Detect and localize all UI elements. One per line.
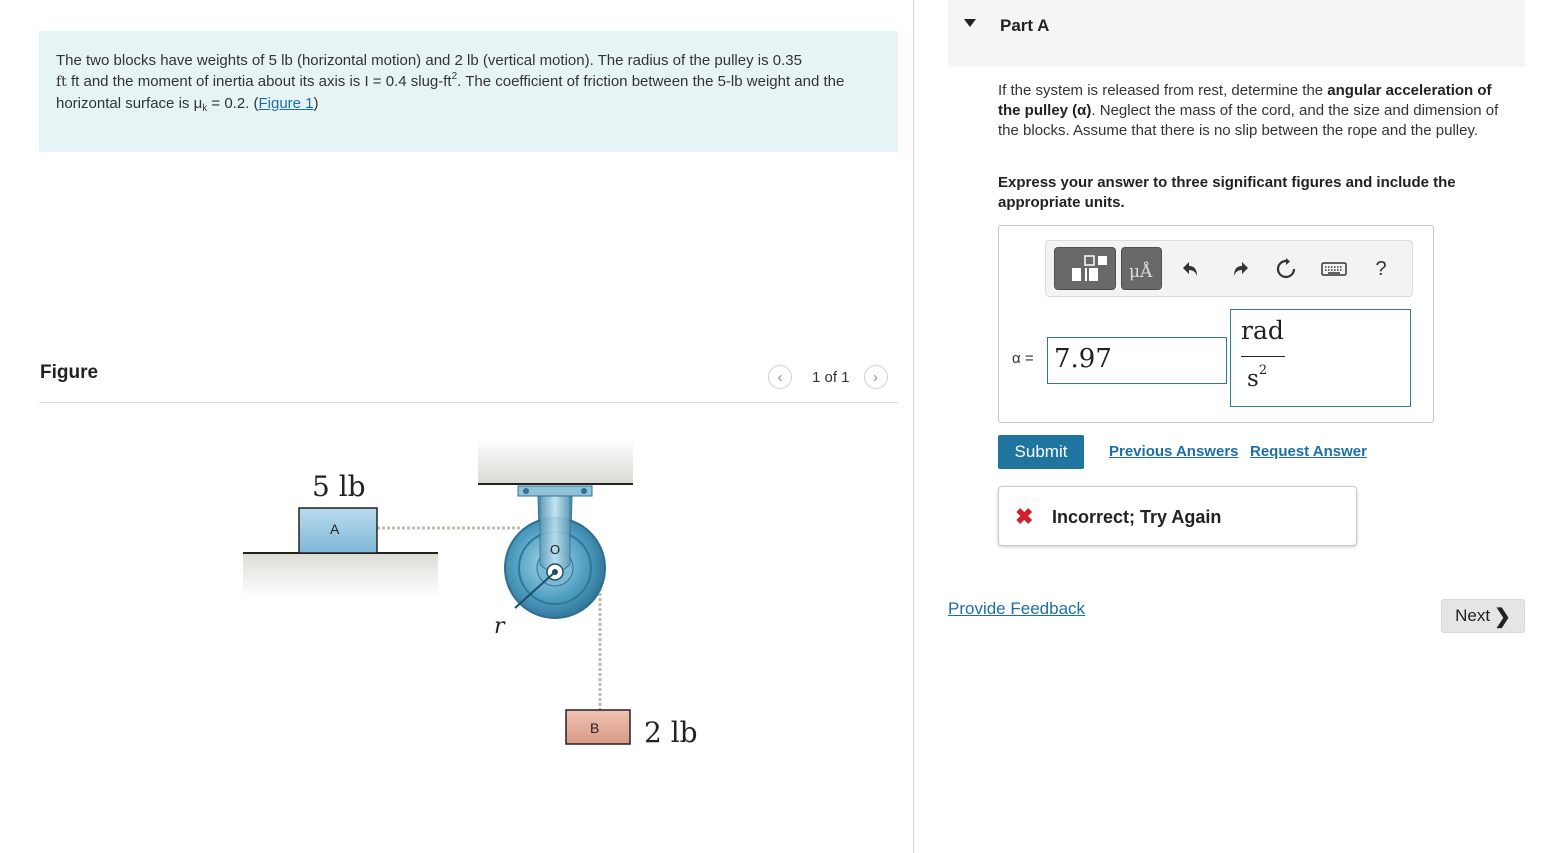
figure-title: Figure <box>40 362 99 383</box>
help-icon[interactable]: ? <box>1375 257 1387 280</box>
pulley-figure <box>230 430 710 770</box>
redo-icon[interactable] <box>1227 256 1253 282</box>
fraction-bar <box>1241 356 1285 357</box>
unit-numerator: rad <box>1241 316 1284 345</box>
feedback-message <box>998 486 1357 546</box>
collapse-triangle-icon[interactable] <box>964 19 976 27</box>
pager-text: 1 of 1 <box>812 368 850 386</box>
incorrect-x-icon: ✖ <box>1015 504 1034 529</box>
problem-statement <box>39 31 898 152</box>
templates-button[interactable] <box>1054 247 1116 290</box>
column-divider <box>913 0 914 853</box>
submit-button[interactable]: Submit <box>998 435 1084 469</box>
instructions: Express your answer to three significant figures and include the appropriate units. <box>998 174 1456 211</box>
provide-feedback-link[interactable]: Provide Feedback <box>948 599 1086 618</box>
units-input[interactable] <box>1230 309 1411 407</box>
units-button[interactable] <box>1121 247 1162 290</box>
units-label: μÅ <box>1129 262 1153 282</box>
undo-icon[interactable] <box>1178 256 1204 282</box>
reset-icon[interactable] <box>1273 256 1299 282</box>
question-text: If the system is released from rest, determine the angular acceleration of the pulley (α). Neglect the mass of the cord, and the size and dimension of the blocks. Assume that there is no slip between the rope and the pulley. <box>998 82 1499 139</box>
unit-denominator: $s^2$ <box>1247 363 1268 392</box>
figure-pager <box>768 363 888 391</box>
previous-answers-link[interactable]: Previous Answers <box>1109 443 1239 460</box>
label-r: r <box>494 614 505 639</box>
value-input[interactable]: 7.97 <box>1047 337 1227 384</box>
ft-unit: ft <box>56 74 67 90</box>
figure-link[interactable]: Figure 1 <box>258 95 314 112</box>
part-a-label[interactable]: Part A <box>1000 16 1050 35</box>
math-toolbar <box>1045 240 1413 297</box>
ceiling <box>478 438 633 484</box>
request-answer-link[interactable]: Request Answer <box>1250 443 1367 460</box>
chevron-left-icon[interactable]: ‹ <box>768 365 792 389</box>
feedback-text: Incorrect; Try Again <box>1052 507 1222 527</box>
problem-text: The two blocks have weights of 5 lb (horizontal motion) and 2 lb (vertical motion). The radius of the pulley is 0.35 ft ft and the moment of inertia about its axis is I = 0.4 slug-$ft^2$. The coefficient of friction between the 5-lb weight and the horizontal surface is $\mu_k = 0.2$. (Figure 1) <box>56 52 845 114</box>
label-O: O <box>550 542 561 557</box>
label-5lb: 5 lb <box>312 470 366 503</box>
templates-icon <box>1055 248 1115 289</box>
variable-label: α = <box>1012 350 1034 367</box>
keyboard-icon[interactable] <box>1320 256 1348 282</box>
label-B: B <box>590 720 600 736</box>
next-button[interactable]: Next ❯ <box>1441 599 1525 633</box>
label-2lb: 2 lb <box>644 716 698 749</box>
ground <box>243 553 438 598</box>
label-A: A <box>330 521 340 537</box>
chevron-right-icon: ❯ <box>1494 605 1511 628</box>
figure-divider <box>39 402 898 403</box>
chevron-right-icon[interactable]: › <box>864 365 888 389</box>
